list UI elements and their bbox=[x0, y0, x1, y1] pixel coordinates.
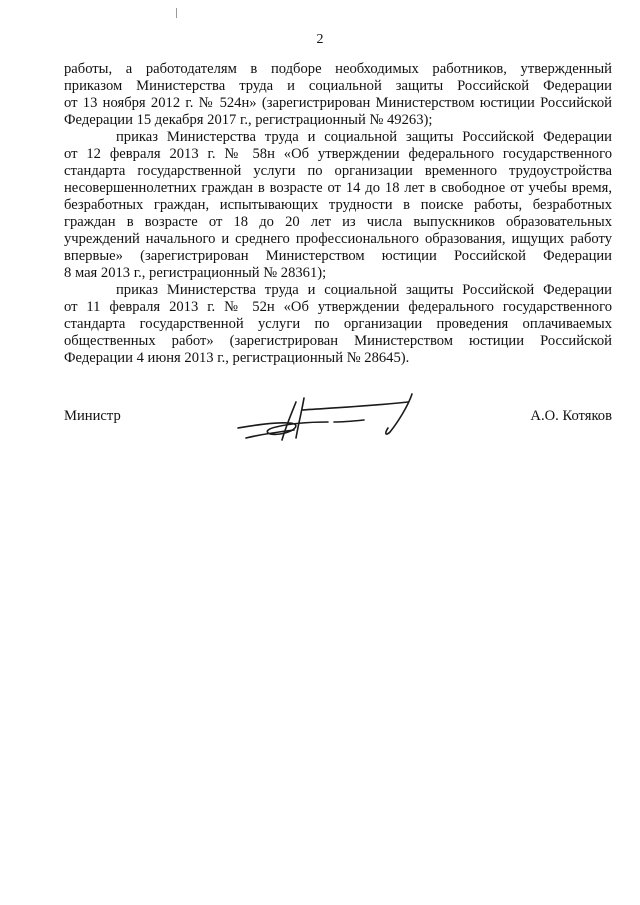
signature-stroke bbox=[302, 402, 408, 410]
handwritten-signature bbox=[232, 392, 422, 450]
signature-stroke bbox=[386, 394, 412, 434]
paragraph-order-52n bbox=[64, 282, 612, 367]
signatory-title: Министр bbox=[64, 408, 121, 424]
text-line: 8 мая 2013 г., регистрационный № 28361); bbox=[64, 265, 327, 281]
text-line: от 11 февраля 2013 г. № 52н «Об утверждении федерального государственного bbox=[64, 299, 612, 315]
signature-block bbox=[64, 408, 612, 448]
text-line: работы, а работодателям в подборе необходимых работников, утвержденный bbox=[64, 61, 612, 77]
text-line: граждан в возрасте от 18 до 20 лет из числа выпускников образовательных bbox=[64, 214, 612, 230]
text-line: Федерации 15 декабря 2017 г., регистрационный № 49263); bbox=[64, 112, 433, 128]
text-line: приказ Министерства труда и социальной защиты Российской Федерации bbox=[116, 282, 612, 298]
signatory-name: А.О. Котяков bbox=[530, 408, 612, 424]
text-line: безработных граждан, испытывающих трудности в поиске работы, безработных bbox=[64, 197, 612, 213]
scan-artifact-mark bbox=[176, 8, 177, 18]
signature-stroke bbox=[296, 398, 304, 438]
text-line: стандарта государственной услуги по организации временного трудоустройства bbox=[64, 163, 612, 179]
signature-stroke bbox=[282, 402, 296, 440]
signature-stroke bbox=[246, 430, 294, 438]
text-line: общественных работ» (зарегистрирован Министерством юстиции Российской bbox=[64, 333, 612, 349]
signature-stroke bbox=[238, 422, 328, 434]
document-body bbox=[64, 61, 612, 367]
paragraph-order-524n-continuation bbox=[64, 61, 612, 129]
text-line: от 13 ноября 2012 г. № 524н» (зарегистрирован Министерством юстиции Российской bbox=[64, 95, 612, 111]
text-line: приказ Министерства труда и социальной защиты Российской Федерации bbox=[116, 129, 612, 145]
text-line: несовершеннолетних граждан в возрасте от 14 до 18 лет в свободное от учебы время, bbox=[64, 180, 612, 196]
paragraph-order-58n bbox=[64, 129, 612, 282]
text-line: впервые» (зарегистрирован Министерством юстиции Российской Федерации bbox=[64, 248, 612, 264]
text-line: стандарта государственной услуги по организации проведения оплачиваемых bbox=[64, 316, 612, 332]
text-line: Федерации 4 июня 2013 г., регистрационный № 28645). bbox=[64, 350, 410, 366]
signature-stroke bbox=[334, 420, 364, 422]
text-line: от 12 февраля 2013 г. № 58н «Об утверждении федерального государственного bbox=[64, 146, 612, 162]
text-line: учреждений начального и среднего профессионального образования, ищущих работу bbox=[64, 231, 612, 247]
page-number: 2 bbox=[316, 32, 324, 47]
text-line: приказом Министерства труда и социальной защиты Российской Федерации bbox=[64, 78, 612, 94]
